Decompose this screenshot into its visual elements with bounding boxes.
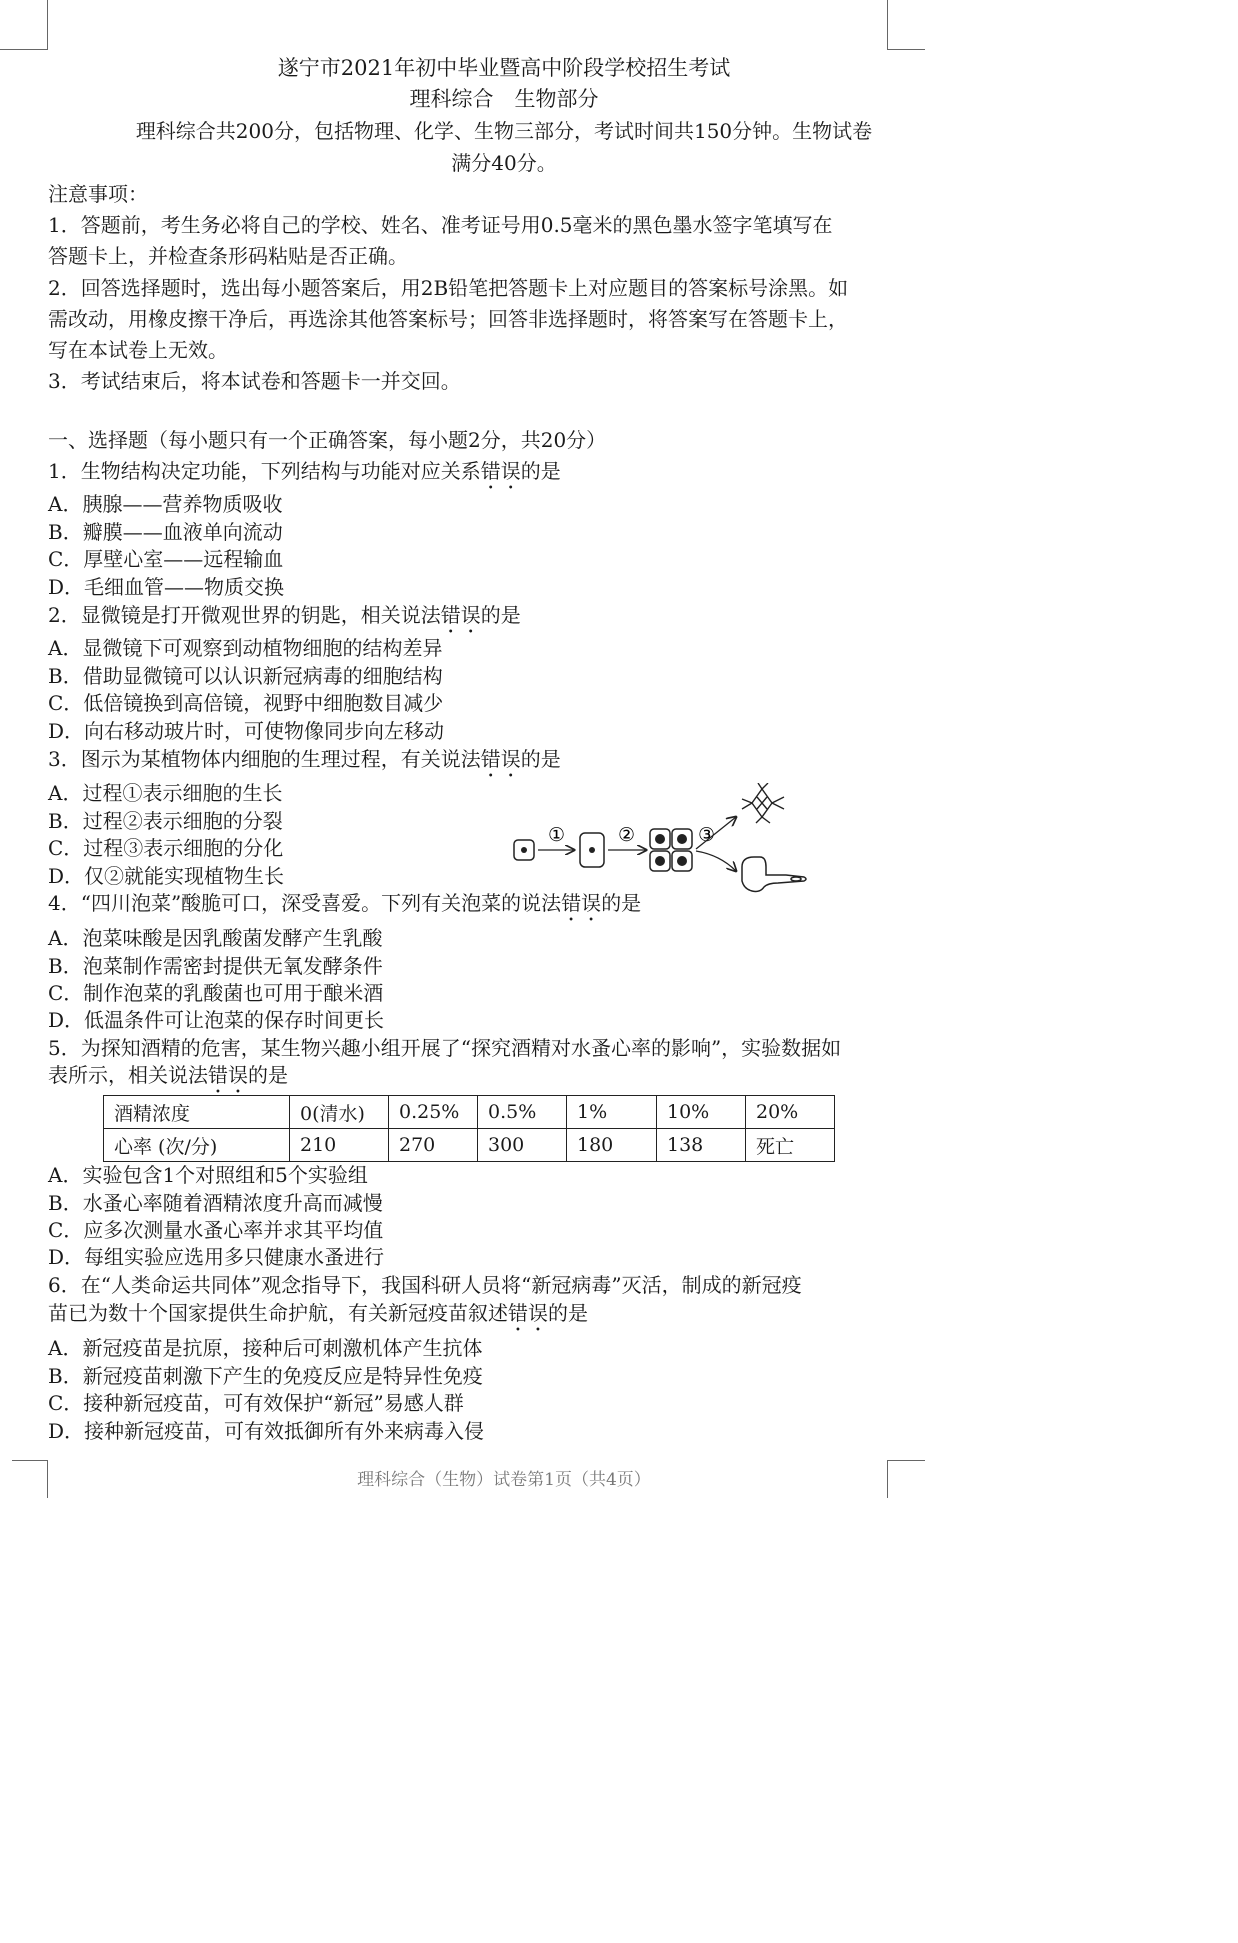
question-6-option-c: C．接种新冠疫苗，可有效保护“新冠”易感人群 [48, 1391, 464, 1415]
exam-intro-line2: 满分40分。 [451, 151, 557, 175]
question-4-stem: 4．“四川泡菜”酸脆可口，深受喜爱。下列有关泡菜的说法错误的是 [48, 891, 642, 915]
note-2-line2: 需改动，用橡皮擦干净后，再选涂其他答案标号；回答非选择题时，将答案写在答题卡上， [48, 307, 848, 331]
note-1-line1: 1．答题前，考生务必将自己的学校、姓名、准考证号用0.5毫米的黑色墨水签字笔填写在 [48, 213, 833, 237]
question-2-option-d: D．向右移动玻片时，可使物像同步向左移动 [48, 719, 445, 743]
table-cell: 10% [657, 1096, 746, 1129]
question-5-stem-line1: 5．为探知酒精的危害，某生物兴趣小组开展了“探究酒精对水蚤心率的影响”，实验数据如 [48, 1036, 842, 1060]
question-5-option-d: D．每组实验应选用多只健康水蚤进行 [48, 1245, 385, 1269]
table-cell: 180 [567, 1129, 657, 1162]
table-row [104, 1129, 835, 1162]
table-header-cell: 酒精浓度 [104, 1096, 290, 1129]
table-cell: 300 [478, 1129, 567, 1162]
process-label-1: ① [548, 824, 566, 846]
question-6-option-b: B．新冠疫苗刺激下产生的免疫反应是特异性免疫 [48, 1364, 483, 1388]
notes-heading: 注意事项： [48, 182, 148, 206]
question-5-stem-line2: 表所示，相关说法错误的是 [48, 1063, 288, 1087]
question-3-option-c: C．过程③表示细胞的分化 [48, 836, 284, 860]
note-2-line3: 写在本试卷上无效。 [48, 338, 228, 362]
divided-cells [650, 829, 692, 871]
heart-rate-table [103, 1095, 835, 1162]
differentiated-cell-lower [742, 857, 806, 892]
question-1-option-c: C．厚壁心室——远程输血 [48, 547, 284, 571]
table-header-cell: 心率 (次/分) [104, 1129, 290, 1162]
crop-mark-top-left-v [47, 0, 48, 50]
crop-mark-top-left-h [0, 49, 48, 50]
table-cell: 0(清水) [290, 1096, 389, 1129]
table-cell: 1% [567, 1096, 657, 1129]
table-cell: 210 [290, 1129, 389, 1162]
section-heading: 一、选择题（每小题只有一个正确答案，每小题2分，共20分） [48, 428, 607, 452]
question-2-option-a: A．显微镜下可观察到动植物细胞的结构差异 [48, 636, 443, 660]
table-row [104, 1096, 835, 1129]
exam-subtitle: 理科综合 生物部分 [409, 87, 599, 111]
question-3-option-a: A．过程①表示细胞的生长 [48, 781, 283, 805]
question-4-option-b: B．泡菜制作需密封提供无氧发酵条件 [48, 954, 383, 978]
page-footer: 理科综合（生物）试卷第1页（共4页） [357, 1470, 651, 1490]
note-3: 3．考试结束后，将本试卷和答题卡一并交回。 [48, 369, 461, 393]
question-5-option-c: C．应多次测量水蚤心率并求其平均值 [48, 1218, 384, 1242]
question-1-option-b: B．瓣膜——血液单向流动 [48, 520, 283, 544]
crop-mark-top-right-v [887, 0, 888, 50]
table-cell: 0.5% [478, 1096, 567, 1129]
question-4-option-a: A．泡菜味酸是因乳酸菌发酵产生乳酸 [48, 926, 383, 950]
process-label-2: ② [618, 824, 636, 846]
table-cell: 270 [389, 1129, 478, 1162]
question-3-option-d: D．仅②就能实现植物生长 [48, 864, 285, 888]
exam-title: 遂宁市2021年初中毕业暨高中阶段学校招生考试 [277, 56, 731, 80]
question-1-option-a: A．胰腺——营养物质吸收 [48, 492, 283, 516]
table-cell: 0.25% [389, 1096, 478, 1129]
question-2-option-b: B．借助显微镜可以认识新冠病毒的细胞结构 [48, 664, 443, 688]
table-cell: 20% [746, 1096, 835, 1129]
note-1-line2: 答题卡上，并检查条形码粘贴是否正确。 [48, 244, 408, 268]
crop-mark-bottom-left-h [12, 1460, 48, 1461]
question-3-stem: 3．图示为某植物体内细胞的生理过程，有关说法错误的是 [48, 747, 561, 771]
initial-cell [514, 840, 534, 860]
question-6-stem-line2: 苗已为数十个国家提供生命护航，有关新冠疫苗叙述错误的是 [48, 1301, 588, 1325]
question-5-option-b: B．水蚤心率随着酒精浓度升高而减慢 [48, 1191, 383, 1215]
question-6-stem-line1: 6．在“人类命运共同体”观念指导下，我国科研人员将“新冠病毒”灭活，制成的新冠疫 [48, 1273, 802, 1297]
question-6-option-a: A．新冠疫苗是抗原，接种后可刺激机体产生抗体 [48, 1336, 483, 1360]
exam-intro-line1: 理科综合共200分，包括物理、化学、生物三部分，考试时间共150分钟。生物试卷 [135, 119, 873, 143]
differentiated-cell-upper [742, 783, 784, 823]
question-1-option-d: D．毛细血管——物质交换 [48, 575, 285, 599]
question-3-option-b: B．过程②表示细胞的分裂 [48, 809, 283, 833]
question-1-stem: 1．生物结构决定功能，下列结构与功能对应关系错误的是 [48, 459, 561, 483]
question-5-option-a: A．实验包含1个对照组和5个实验组 [48, 1163, 368, 1187]
question-2-option-c: C．低倍镜换到高倍镜，视野中细胞数目减少 [48, 691, 444, 715]
cell-process-diagram [510, 783, 820, 903]
crop-mark-top-right-h [887, 49, 925, 50]
question-6-option-d: D．接种新冠疫苗，可有效抵御所有外来病毒入侵 [48, 1419, 485, 1443]
question-2-stem: 2．显微镜是打开微观世界的钥匙，相关说法错误的是 [48, 603, 521, 627]
grown-cell [580, 833, 604, 867]
question-4-option-d: D．低温条件可让泡菜的保存时间更长 [48, 1008, 385, 1032]
question-4-option-c: C．制作泡菜的乳酸菌也可用于酿米酒 [48, 981, 384, 1005]
arrow-3-lower [696, 851, 736, 871]
note-2-line1: 2．回答选择题时，选出每小题答案后，用2B铅笔把答题卡上对应题目的答案标号涂黑。如 [48, 276, 849, 300]
process-label-3: ③ [698, 824, 716, 846]
crop-mark-bottom-right-h [887, 1460, 925, 1461]
table-cell: 138 [657, 1129, 746, 1162]
table-cell: 死亡 [746, 1129, 835, 1162]
